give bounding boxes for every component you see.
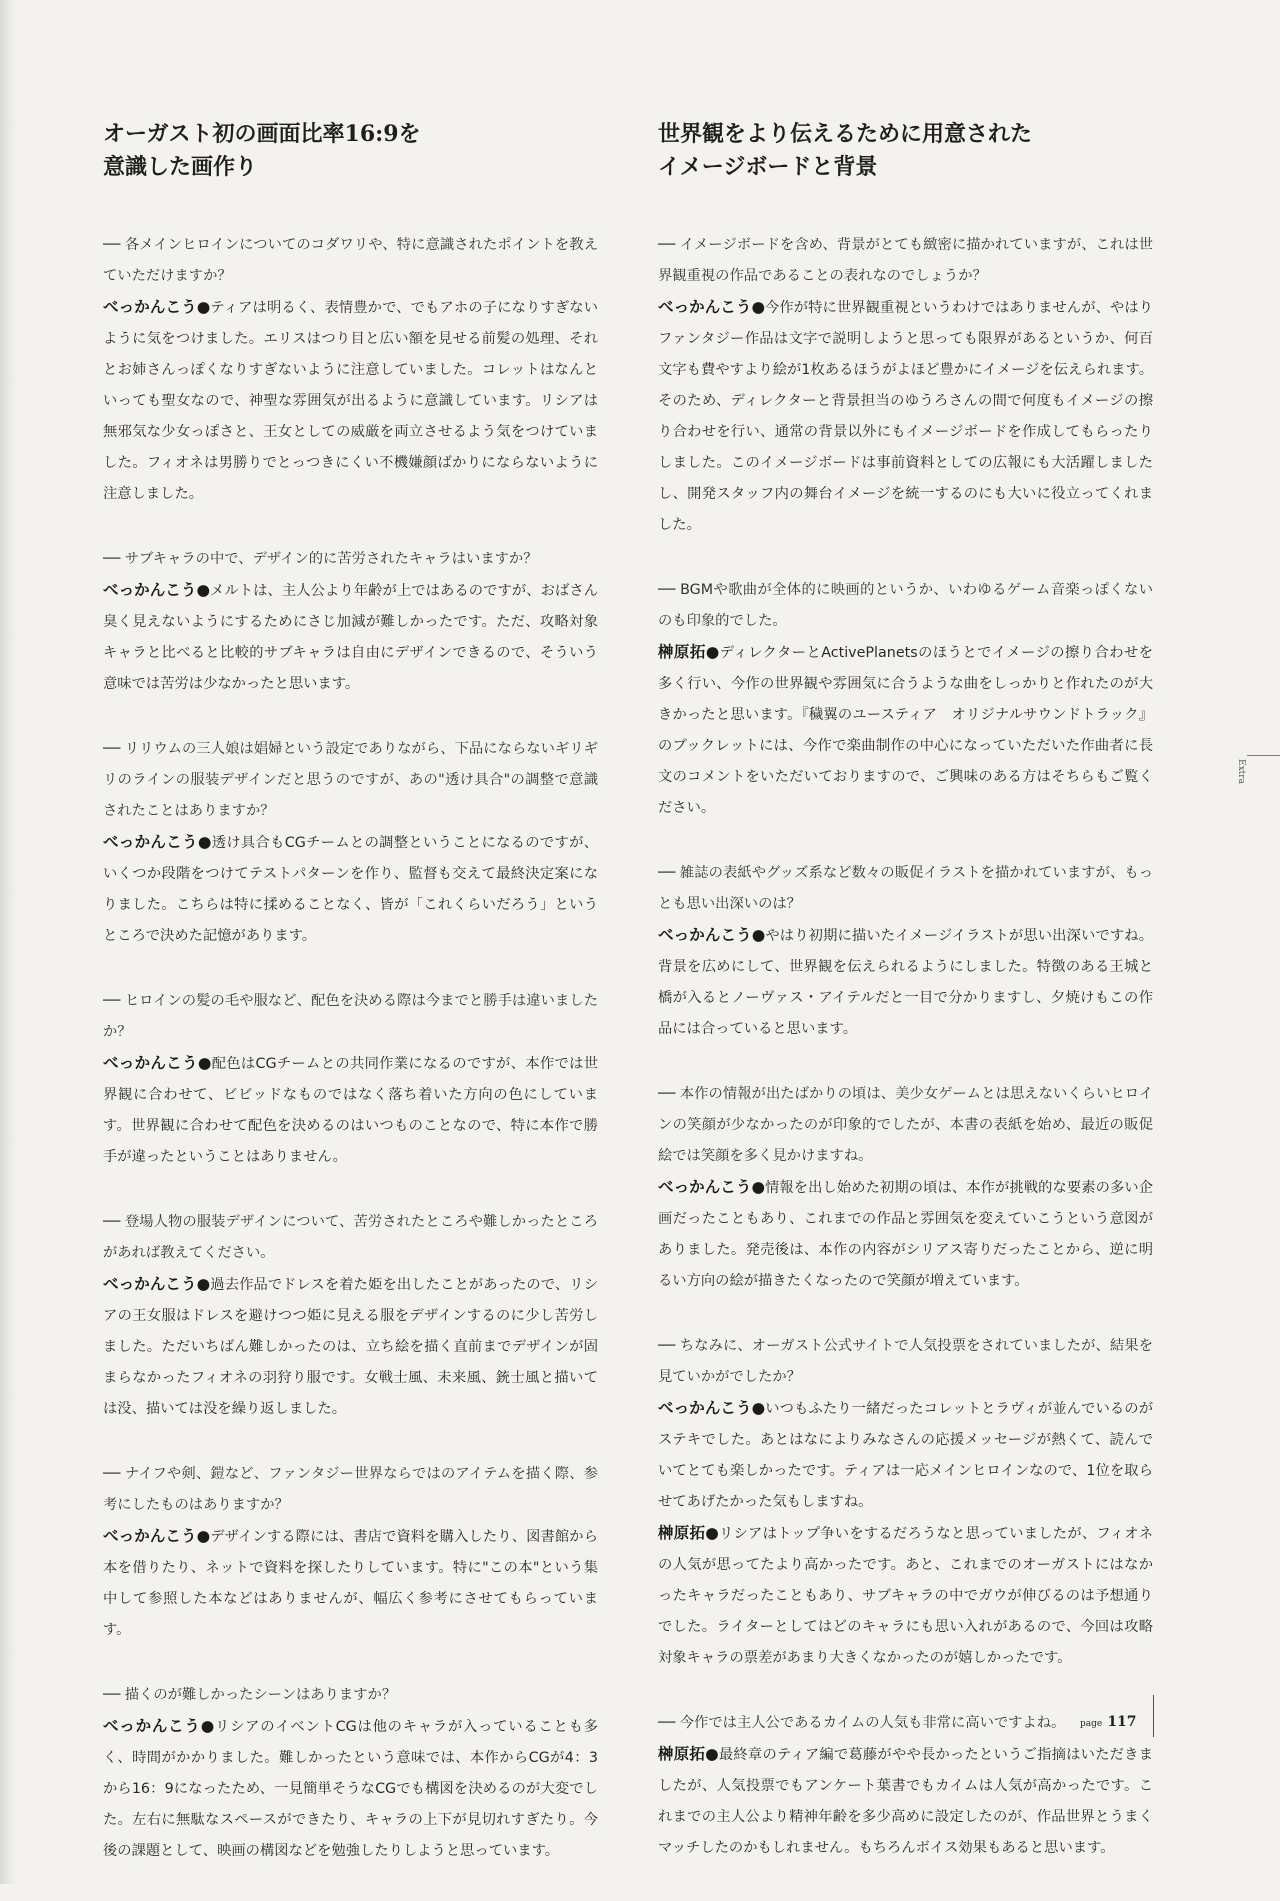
book-spine-shadow (0, 0, 18, 1884)
answer-text: 情報を出し始めた初期の頃は、本作が挑戦的な要素の多い企画だったこともあり、これまでの作品と雰囲気を変えていこうという意図がありました。発売後は、本作の内容がシリアス寄りだったことから、逆に明るい方向の絵が描きたくなったので笑顔が増えています。 (658, 1180, 1153, 1289)
answer-text: 最終章のティア編で葛藤がやや長かったというご指摘はいただきましたが、人気投票でもアンケート葉書でもカイムは人気が高かったです。これまでの主人公より精神年齢を多少高めに設定したのが、作品世界とうまくマッチしたのかもしれません。もちろんボイス効果もあると思います。 (658, 1747, 1153, 1856)
side-tab-rule (1247, 755, 1280, 756)
interview-question: ── ちなみに、オーガスト公式サイトで人気投票をされていましたが、結果を見ていかがでしたか？ (658, 1338, 1153, 1385)
left-qa-7 (103, 1680, 598, 1867)
speaker-name: 榊原拓● (658, 643, 720, 661)
interview-answer (658, 920, 1153, 1045)
interview-answer (103, 827, 598, 952)
right-column (658, 118, 1153, 1898)
interview-question: ── 各メインヒロインについてのコダワリや、特に意識されたポイントを教えていただけますか？ (103, 237, 598, 284)
speaker-name: べっかんこう● (103, 581, 211, 599)
speaker-name: べっかんこう● (103, 833, 212, 851)
left-qa-3 (103, 734, 598, 952)
interview-answer (103, 1048, 598, 1173)
interview-answer (658, 1739, 1153, 1864)
speaker-name: べっかんこう● (103, 1275, 211, 1293)
left-qa-4 (103, 986, 598, 1173)
answer-text: メルトは、主人公より年齢が上ではあるのですが、おばさん臭く見えないようにするためにさじ加減が難しかったです。ただ、攻略対象キャラと比べると比較的サブキャラは自由にデザインできるので、そういう意味では苦労は少なかったと思います。 (103, 583, 598, 692)
interview-answer (103, 575, 598, 700)
speaker-name: べっかんこう● (658, 1399, 766, 1417)
right-heading-line-2: イメージボードと背景 (658, 154, 878, 180)
answer-text: リシアはトップ争いをするだろうなと思っていましたが、フィオネの人気が思ってたより高かったです。あと、これまでのオーガストにはなかったキャラだったこともあり、サブキャラの中でガウが伸びるのは予想通りでした。ライターとしてはどのキャラにも思い入れがあるので、今回は攻略対象キャラの票差があまり大きくなかったのが嬉しかったです。 (658, 1526, 1153, 1666)
interview-answer (103, 1711, 598, 1867)
side-tab-label: Extra (1236, 759, 1246, 784)
interview-question: ── 今作では主人公であるカイムの人気も非常に高いですよね。 (658, 1715, 1066, 1731)
left-heading (103, 118, 598, 184)
answer-text: 今作が特に世界観重視というわけではありませんが、やはりファンタジー作品は文字で説明しようと思っても限界があるというか、何百文字も費やすより絵が1枚あるほうがよほど豊かにイメージを伝えられます。そのため、ディレクターと背景担当のゆうろさんの間で何度もイメージの擦り合わせを行い、通常の背景以外にもイメージボードを作成してもらったりしました。このイメージボードは事前資料としての広報にも大活躍しましたし、開発スタッフ内の舞台イメージを統一するのにも大いに役立ってくれました。 (658, 300, 1153, 533)
answer-text: 透け具合もCGチームとの調整ということになるのですが、いくつか段階をつけてテストパターンを作り、監督も交えて最終決定案になりました。こちらは特に揉めることなく、皆が「これくらいだろう」というところで決めた記憶があります。 (103, 835, 598, 944)
speaker-name: べっかんこう● (103, 1054, 212, 1072)
answer-text: ティアは明るく、表情豊かで、でもアホの子になりすぎないように気をつけました。エリスはつり目と広い額を見せる前髪の処理、それとお姉さんっぽくなりすぎないように注意していました。コレットはなんといっても聖女なので、神聖な雰囲気が出るように意識しています。リシアは無邪気な少女っぽさと、王女としての威厳を両立させるよう気をつけていました。フィオネは男勝りでとっつきにくい不機嫌顔ばかりにならないように注意しました。 (103, 300, 599, 502)
speaker-name: べっかんこう● (658, 1178, 766, 1196)
right-qa-6 (658, 1708, 1153, 1864)
interview-answer (658, 1518, 1153, 1674)
answer-text: リシアのイベントCGは他のキャラが入っていることも多く、時間がかかりました。難しかったという意味では、本作からCGが4：3から16：9になったため、一見簡単そうなCGでも構図を決めるのが大変でした。左右に無駄なスペースができたり、キャラの上下が見切れすぎたり。今後の課題として、映画の構図などを勉強したりしようと思っています。 (103, 1719, 598, 1859)
interview-answer (103, 292, 598, 510)
answer-text: いつもふたり一緒だったコレットとラヴィが並んでいるのがステキでした。あとはなによりみなさんの応援メッセージが熱くて、読んでいてとても楽しかったです。ティアは一応メインヒロインなので、1位を取らせてあげたかった気もしますね。 (658, 1401, 1153, 1510)
left-qa-6 (103, 1459, 598, 1646)
speaker-name: べっかんこう● (658, 298, 766, 316)
speaker-name: べっかんこう● (658, 926, 766, 944)
interview-question: ── イメージボードを含め、背景がとても緻密に描かれていますが、これは世界観重視の作品であることの表れなのでしょうか？ (658, 237, 1153, 284)
interview-answer (103, 1269, 598, 1425)
page-label: page (1080, 1719, 1103, 1729)
answer-text: 配色はCGチームとの共同作業になるのですが、本作では世界観に合わせて、ビビッドなものではなく落ち着いた方向の色にしています。世界観に合わせて配色を決めるのはいつものことなので、特に本作で勝手が違ったということはありません。 (103, 1056, 598, 1165)
interview-question: ── 登場人物の服装デザインについて、苦労されたところや難しかったところがあれば教えてください。 (103, 1214, 598, 1261)
interview-question: ── リリウムの三人娘は娼婦という設定でありながら、下品にならないギリギリのラインの服装デザインだと思うのですが、あの"透け具合"の調整で意識されたことはありますか？ (103, 741, 598, 819)
speaker-name: べっかんこう● (103, 1527, 211, 1545)
answer-text: デザインする際には、書店で資料を購入したり、図書館から本を借りたり、ネットで資料を探したりしています。特に"この本"という集中して参照した本などはありませんが、幅広く参考にさせてもらっています。 (103, 1529, 598, 1638)
interview-answer (658, 637, 1153, 824)
interview-answer (103, 1521, 598, 1646)
interview-question: ── サブキャラの中で、デザイン的に苦労されたキャラはいますか？ (103, 551, 538, 567)
interview-answer (658, 292, 1153, 541)
page-number-value: 117 (1107, 1714, 1137, 1730)
left-column (103, 118, 598, 1901)
left-qa-5 (103, 1207, 598, 1425)
page-number-rule (1153, 1695, 1154, 1737)
left-qa-1 (103, 230, 598, 510)
right-qa-3 (658, 858, 1153, 1045)
left-heading-line-1: オーガスト初の画面比率16:9を (103, 121, 421, 147)
answer-text: ディレクターとActivePlanetsのほうとでイメージの擦り合わせを多く行い、今作の世界観や雰囲気に合うような曲をしっかりと作れたのが大きかったと思います。『穢翼のユースティア オリジナルサウンドトラック』のブックレットには、今作で楽曲制作の中心になっていただいた作曲者に長文のコメントをいただいておりますので、ご興味のある方はそちらもご覧ください。 (658, 645, 1154, 816)
right-heading (658, 118, 1153, 184)
interview-answer (658, 1393, 1153, 1518)
speaker-name: べっかんこう● (103, 1717, 216, 1735)
left-heading-line-2: 意識した画作り (103, 154, 258, 180)
right-qa-2 (658, 575, 1153, 824)
page-number (1080, 1711, 1137, 1730)
speaker-name: べっかんこう● (103, 298, 211, 316)
interview-question: ── BGMや歌曲が全体的に映画的というか、いわゆるゲーム音楽っぽくないのも印象的でした。 (658, 582, 1153, 629)
answer-text: 過去作品でドレスを着た姫を出したことがあったので、リシアの王女服はドレスを避けつつ姫に見える服をデザインするのに少し苦労しました。ただいちばん難しかったのは、立ち絵を描く直前までデザインが固まらなかったフィオネの羽狩り服です。女戦士風、未来風、銃士風と描いては没、描いては没を繰り返しました。 (103, 1277, 598, 1417)
right-qa-1 (658, 230, 1153, 541)
interview-question: ── 雑誌の表紙やグッズ系など数々の販促イラストを描かれていますが、もっとも思い出深いのは？ (658, 865, 1153, 912)
left-qa-2 (103, 544, 598, 700)
speaker-name: 榊原拓● (658, 1524, 719, 1542)
right-heading-line-1: 世界観をより伝えるために用意された (658, 121, 1033, 147)
right-qa-4 (658, 1079, 1153, 1297)
interview-question: ── ナイフや剣、鎧など、ファンタジー世界ならではのアイテムを描く際、参考にしたものはありますか？ (103, 1466, 598, 1513)
interview-question: ── 描くのが難しかったシーンはありますか？ (103, 1687, 397, 1703)
interview-answer (658, 1172, 1153, 1297)
answer-text: やはり初期に描いたイメージイラストが思い出深いですね。背景を広めにして、世界観を伝えられるようにしました。特徴のある王城と橋が入るとノーヴァス・アイテルだと一目で分かりますし、夕焼けもこの作品には合っていると思います。 (658, 928, 1153, 1037)
right-qa-5 (658, 1331, 1153, 1674)
interview-question: ── ヒロインの髪の毛や服など、配色を決める際は今までと勝手は違いましたか？ (103, 993, 598, 1040)
speaker-name: 榊原拓● (658, 1745, 719, 1763)
interview-question: ── 本作の情報が出たばかりの頃は、美少女ゲームとは思えないくらいヒロインの笑顔が少なかったのが印象的でしたが、本書の表紙を始め、最近の販促絵では笑顔を多く見かけますね。 (658, 1086, 1153, 1164)
